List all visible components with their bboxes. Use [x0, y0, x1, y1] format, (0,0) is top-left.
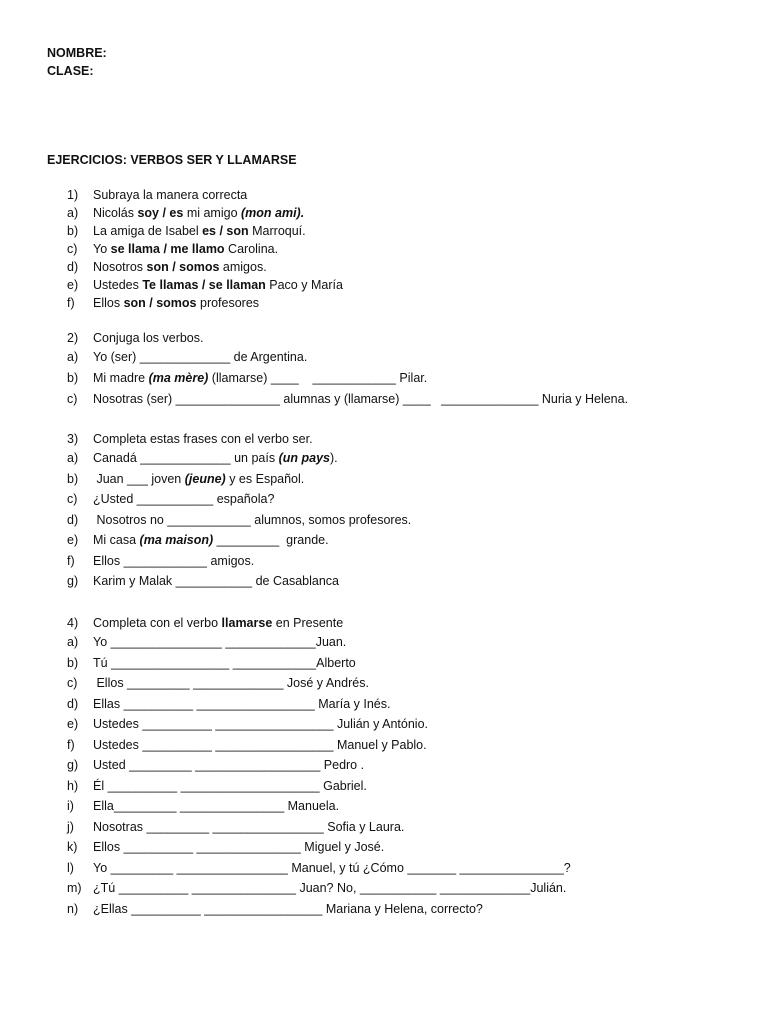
item-marker: f): [67, 553, 75, 568]
exercise-item: [67, 673, 747, 694]
bold-text: Te llamas / se llaman: [142, 278, 266, 292]
item-marker: g): [67, 574, 79, 588]
item-sentence: [93, 222, 306, 240]
item-marker: e): [67, 278, 79, 292]
bold-text: se llama / me llamo: [110, 242, 225, 256]
clase-label: CLASE:: [47, 64, 94, 78]
item-sentence: [93, 469, 304, 490]
item-sentence: [93, 694, 390, 715]
text-fragment: Nosotras _________ ________________ Sofia y Laura.: [93, 819, 405, 834]
exercise-number: 2): [67, 331, 79, 345]
exercise-item: [67, 694, 747, 715]
exercise-item: [67, 510, 747, 531]
item-marker: d): [67, 512, 79, 527]
item-marker: b): [67, 471, 79, 486]
item-sentence: [93, 673, 369, 694]
text-fragment: Ustedes: [93, 278, 143, 292]
item-marker: f): [67, 737, 75, 752]
item-marker: g): [67, 758, 79, 772]
item-sentence: [93, 899, 483, 920]
text-fragment: Yo _________ ________________ Manuel, y tú ¿Cómo _______ _______________?: [93, 860, 571, 875]
exercise-item: [67, 347, 747, 368]
text-fragment: Karim y Malak ___________ de Casablanca: [93, 574, 339, 588]
text-fragment: Ellos ____________ amigos.: [93, 553, 255, 568]
item-sentence: [93, 258, 267, 276]
item-sentence: [93, 878, 566, 899]
text-fragment: [149, 371, 209, 385]
text-fragment: [124, 296, 197, 310]
item-marker: e): [67, 533, 79, 547]
emphasis-text: (ma maison): [139, 533, 214, 547]
text-fragment: Nosotros: [93, 260, 147, 274]
text-fragment: ).: [330, 451, 338, 465]
exercise-2: [67, 329, 747, 410]
exercise-item: [67, 796, 747, 817]
text-fragment: Mi casa: [93, 533, 140, 547]
emphasis-text: (jeune): [184, 471, 226, 486]
item-marker: b): [67, 371, 79, 385]
nombre-label: NOMBRE:: [47, 46, 107, 60]
item-marker: a): [67, 350, 79, 364]
exercise-item: [67, 294, 747, 312]
exercise-number: 4): [67, 616, 79, 630]
text-fragment: en Presente: [272, 616, 344, 630]
text-fragment: Nicolás: [93, 206, 138, 220]
exercise-item: [67, 240, 747, 258]
bold-text: es / son: [202, 224, 249, 238]
item-marker: h): [67, 778, 79, 793]
exercise-instruction: [93, 614, 343, 632]
text-fragment: Ustedes __________ _________________ Julián y António.: [93, 717, 429, 731]
exercise-item: [67, 571, 747, 592]
text-fragment: La amiga de Isabel: [93, 224, 203, 238]
text-fragment: [241, 206, 304, 220]
item-marker: m): [67, 881, 82, 895]
item-sentence: [93, 551, 254, 572]
item-marker: a): [67, 451, 79, 465]
item-marker: e): [67, 717, 79, 731]
item-marker: a): [67, 635, 79, 649]
item-sentence: [93, 817, 404, 838]
item-sentence: [93, 632, 346, 653]
exercise-item: [67, 878, 747, 899]
exercise-4: [67, 614, 747, 919]
item-sentence: [93, 714, 428, 735]
text-fragment: Yo: [93, 242, 111, 256]
text-fragment: _________ grande.: [213, 533, 329, 547]
exercise-1: [67, 186, 747, 312]
item-sentence: [93, 294, 259, 312]
item-marker: b): [67, 224, 79, 238]
text-fragment: Yo ________________ _____________Juan.: [93, 635, 347, 649]
text-fragment: Nosotros no ____________ alumnos, somos profesores.: [93, 512, 412, 527]
exercise-3: [67, 430, 747, 592]
text-fragment: Paco y María: [265, 278, 343, 292]
exercise-1-heading: [67, 186, 747, 204]
exercise-instruction: Completa estas frases con el verbo ser.: [93, 432, 313, 446]
bold-text: soy / es: [137, 206, 184, 220]
item-marker: f): [67, 296, 75, 310]
item-marker: c): [67, 676, 78, 690]
text-fragment: [222, 616, 273, 630]
item-marker: l): [67, 860, 74, 875]
item-marker: d): [67, 696, 79, 711]
item-sentence: [93, 653, 356, 674]
text-fragment: [111, 242, 225, 256]
exercise-item: [67, 448, 747, 469]
item-sentence: [93, 776, 367, 797]
exercise-4-items: [67, 632, 747, 919]
text-fragment: [147, 260, 220, 274]
item-marker: n): [67, 901, 79, 916]
bold-text: son / somos: [146, 260, 220, 274]
exercise-3-heading: [67, 430, 747, 448]
exercise-item: [67, 222, 747, 240]
exercise-item: [67, 258, 747, 276]
text-fragment: ¿Usted ___________ española?: [93, 492, 275, 506]
exercise-item: [67, 899, 747, 920]
text-fragment: Mi madre: [93, 371, 149, 385]
item-marker: c): [67, 492, 78, 506]
emphasis-text: (un pays: [278, 451, 330, 465]
exercise-item: [67, 389, 747, 410]
text-fragment: Ella_________ _______________ Manuela.: [93, 799, 340, 813]
exercise-number: 1): [67, 188, 79, 202]
text-fragment: Tú _________________ ____________Alberto: [93, 655, 356, 670]
exercise-2-heading: [67, 329, 747, 347]
item-marker: k): [67, 840, 78, 854]
text-fragment: [202, 224, 249, 238]
item-sentence: [93, 837, 384, 858]
item-sentence: [93, 204, 304, 222]
text-fragment: Él __________ ____________________ Gabriel.: [93, 778, 367, 793]
text-fragment: ¿Tú __________ _______________ Juan? No, ___________ _____________Julián.: [93, 881, 567, 895]
item-sentence: [93, 796, 339, 817]
exercise-item: [67, 469, 747, 490]
exercise-3-items: [67, 448, 747, 592]
exercise-instruction: Subraya la manera correcta: [93, 188, 248, 202]
text-fragment: profesores: [196, 296, 260, 310]
text-fragment: amigos.: [219, 260, 267, 274]
text-fragment: Yo (ser) _____________ de Argentina.: [93, 350, 308, 364]
exercise-1-items: [67, 204, 747, 312]
text-fragment: Juan ___ joven: [93, 471, 185, 486]
exercise-item: [67, 653, 747, 674]
text-fragment: Marroquí.: [248, 224, 306, 238]
text-fragment: [142, 278, 265, 292]
text-fragment: mi amigo: [183, 206, 241, 220]
exercise-item: [67, 735, 747, 756]
emphasis-text: (mon ami).: [241, 206, 305, 220]
exercise-item: [67, 530, 747, 551]
item-sentence: [93, 276, 343, 294]
item-sentence: [93, 858, 571, 879]
exercise-item: [67, 204, 747, 222]
text-fragment: Ellos __________ _______________ Miguel y José.: [93, 840, 385, 854]
exercise-item: [67, 755, 747, 776]
bold-text: son / somos: [123, 296, 197, 310]
item-sentence: [93, 530, 329, 551]
item-sentence: [93, 735, 427, 756]
exercise-item: [67, 714, 747, 735]
item-sentence: [93, 489, 274, 510]
exercise-2-items: [67, 347, 747, 410]
exercise-item: [67, 837, 747, 858]
exercise-4-heading: [67, 614, 747, 632]
text-fragment: Completa con el verbo: [93, 616, 222, 630]
text-fragment: ¿Ellas __________ _________________ Mariana y Helena, correcto?: [93, 901, 483, 916]
exercise-item: [67, 368, 747, 389]
item-marker: b): [67, 655, 79, 670]
item-sentence: [93, 510, 411, 531]
text-fragment: [279, 451, 330, 465]
worksheet-title: EJERCICIOS: VERBOS SER Y LLAMARSE: [47, 153, 297, 167]
item-sentence: [93, 389, 628, 410]
text-fragment: [137, 206, 183, 220]
exercise-item: [67, 632, 747, 653]
text-fragment: Usted _________ __________________ Pedro .: [93, 758, 365, 772]
text-fragment: Ellos: [93, 296, 124, 310]
item-marker: j): [67, 819, 74, 834]
text-fragment: Nosotras (ser) _______________ alumnas y (llamarse) ____ ______________ Nuria y Helena.: [93, 392, 629, 406]
exercise-item: [67, 489, 747, 510]
text-fragment: y es Español.: [225, 471, 305, 486]
item-marker: a): [67, 206, 79, 220]
item-marker: c): [67, 242, 78, 256]
item-sentence: [93, 240, 278, 258]
exercise-item: [67, 817, 747, 838]
exercise-item: [67, 858, 747, 879]
text-fragment: Ellos _________ _____________ José y Andrés.: [93, 676, 369, 690]
item-marker: i): [67, 799, 74, 813]
bold-text: llamarse: [221, 616, 273, 630]
exercise-item: [67, 776, 747, 797]
item-marker: c): [67, 392, 78, 406]
item-sentence: [93, 368, 427, 389]
item-sentence: [93, 571, 339, 592]
item-sentence: [93, 755, 364, 776]
text-fragment: (llamarse) ____ ____________ Pilar.: [208, 371, 428, 385]
text-fragment: [185, 472, 226, 486]
emphasis-text: (ma mère): [148, 371, 209, 385]
text-fragment: Ellas __________ _________________ María y Inés.: [93, 696, 391, 711]
text-fragment: Carolina.: [224, 242, 279, 256]
text-fragment: Ustedes __________ _________________ Manuel y Pablo.: [93, 737, 427, 752]
exercise-number: 3): [67, 432, 79, 446]
exercise-instruction: Conjuga los verbos.: [93, 331, 204, 345]
text-fragment: [140, 533, 214, 547]
exercise-item: [67, 276, 747, 294]
exercise-item: [67, 551, 747, 572]
text-fragment: Canadá _____________ un país: [93, 451, 279, 465]
item-sentence: [93, 347, 307, 368]
item-sentence: [93, 448, 338, 469]
item-marker: d): [67, 260, 79, 274]
